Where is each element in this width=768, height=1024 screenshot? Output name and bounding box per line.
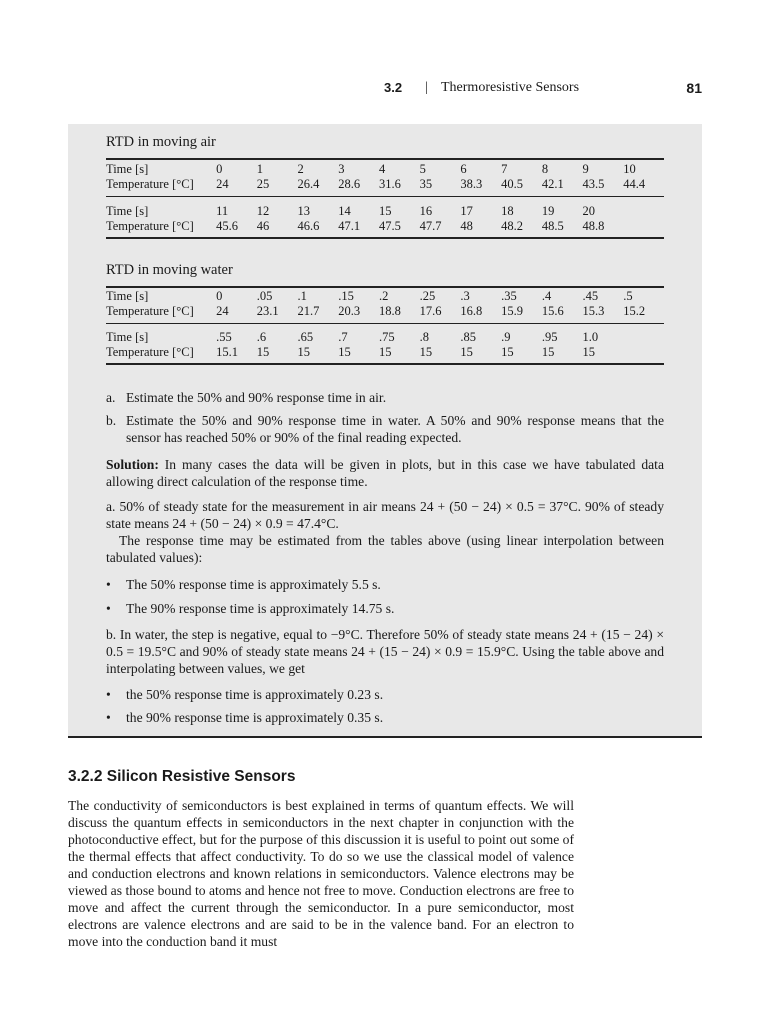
- table-cell: .05: [256, 289, 273, 303]
- table-cell: 10: [623, 162, 636, 176]
- row-label: Time [s]: [106, 289, 149, 303]
- table-cell: 25: [256, 177, 270, 191]
- table-cell: 2: [297, 162, 304, 176]
- table-cell: .4: [541, 289, 552, 303]
- row-label: Temperature [°C]: [106, 304, 194, 318]
- table-cell: 0: [216, 162, 223, 176]
- table-cell: 1: [256, 162, 264, 176]
- question-a-label: a.: [106, 390, 116, 405]
- table-cell: [623, 345, 664, 360]
- table-cell: 6: [460, 162, 467, 176]
- table-cell: 44.4: [623, 177, 646, 191]
- air-table-block-2: [106, 204, 664, 234]
- section-heading: 3.2.2 Silicon Resistive Sensors: [68, 768, 296, 785]
- table-cell: 24: [216, 304, 229, 318]
- table-cell: .75: [378, 330, 395, 344]
- water-table-top-rule: [106, 286, 664, 288]
- solution-label: Solution:: [106, 457, 159, 472]
- table-cell: 42.1: [541, 177, 564, 191]
- table-cell: 15: [501, 345, 514, 359]
- table-cell: 31.6: [378, 177, 401, 191]
- table-cell: 18: [501, 204, 514, 218]
- running-header: [0, 80, 768, 100]
- table-cell: 15: [338, 345, 351, 359]
- table-cell: 15.6: [541, 304, 564, 318]
- water-table-mid-rule: [106, 323, 664, 324]
- section-body-paragraph: The conductivity of semiconductors is best explained in terms of quantum effects. We will discuss the quantum effects in semiconductors in the next chapter in conjunction with the photoconductive effect, but for the purpose of this discussion it is useful to point out some of the thermal effects that affect conductivity. To do so we use the classical model of valence and conduction electrons and known relations in semiconductors. Valence electrons may be viewed as those bound to atoms and hence not free to move. Conduction electrons are free to move and affect the current through the semiconductor. In a pure semiconductor, most electrons are valence electrons and are said to be in the valence band. For an electron to move into the conduction band it must: [68, 798, 574, 949]
- table-cell: 4: [378, 162, 386, 176]
- table-cell: 11: [216, 204, 229, 218]
- table-cell: 17.6: [419, 304, 442, 318]
- table-cell: 13: [297, 204, 311, 218]
- table-cell: .95: [541, 330, 558, 344]
- table-cell: 7: [501, 162, 508, 176]
- air-table-top-rule: [106, 158, 664, 160]
- part-a-bullet-1: The 50% response time is approximately 5.5 s.: [126, 577, 381, 592]
- table-cell: 47.5: [378, 219, 401, 233]
- table-cell: .1: [297, 289, 307, 303]
- table-cell: 15: [419, 345, 433, 359]
- table-cell: 1.0: [582, 330, 599, 344]
- table-cell: 47.1: [338, 219, 361, 233]
- table-cell: 15: [378, 345, 392, 359]
- table-cell: 15.1: [216, 345, 238, 359]
- table-cell: .8: [419, 330, 430, 344]
- table-cell: .85: [460, 330, 477, 344]
- table-cell: 15.2: [623, 304, 646, 318]
- table-cell: 35: [419, 177, 433, 191]
- bullet-glyph: •: [106, 577, 111, 592]
- table-cell: 15: [256, 345, 270, 359]
- part-b-bullet-2: the 90% response time is approximately 0.35 s.: [126, 710, 384, 725]
- table-row: [106, 304, 664, 319]
- table-row: [106, 330, 664, 345]
- table-row: [106, 219, 664, 234]
- table-cell: 23.1: [256, 304, 279, 318]
- air-table-caption: RTD in moving air: [106, 134, 216, 150]
- table-cell: 0: [216, 289, 223, 303]
- part-a-bullet-2: The 90% response time is approximately 14.75 s.: [126, 601, 395, 616]
- table-cell: 8: [541, 162, 549, 176]
- table-cell: 43.5: [582, 177, 605, 191]
- row-label: Time [s]: [106, 162, 149, 176]
- table-cell: 9: [582, 162, 589, 176]
- air-table-mid-rule: [106, 196, 664, 197]
- table-cell: 46.6: [297, 219, 320, 233]
- water-table-block-1: [106, 289, 664, 319]
- part-a-text: a. 50% of steady state for the measurement in air means 24 + (50 − 24) × 0.5 = 37°C. 90% of steady state means 24 + (50 − 24) × 0.9 = 47.4°C.: [106, 499, 664, 531]
- table-row: [106, 289, 664, 304]
- water-table-block-2: [106, 330, 664, 360]
- part-a-followup: The response time may be estimated from the tables above (using linear interpolation between tabulated values):: [106, 533, 664, 565]
- table-cell: 20: [582, 204, 596, 218]
- table-cell: 20.3: [338, 304, 361, 318]
- part-b-text: b. In water, the step is negative, equal to −9°C. Therefore 50% of steady state means 24 + (15 − 24) × 0.5 = 19.5°C and 90% of steady state means 24 + (15 − 24) × 0.9 = 15.9°C. Using the table above and interpolating between values, we get: [106, 627, 664, 676]
- table-cell: [623, 330, 664, 345]
- header-section-title: Thermoresistive Sensors: [441, 80, 580, 95]
- table-cell: 46: [256, 219, 270, 233]
- table-cell: 3: [338, 162, 345, 176]
- table-cell: 38.3: [460, 177, 483, 191]
- table-cell: 12: [256, 204, 270, 218]
- table-cell: 21.7: [297, 304, 320, 318]
- header-section-number: 3.2: [384, 80, 403, 95]
- air-table-bottom-rule: [106, 237, 664, 239]
- table-cell: 40.5: [501, 177, 523, 191]
- table-cell: 26.4: [297, 177, 320, 191]
- table-cell: 24: [216, 177, 229, 191]
- row-label: Temperature [°C]: [106, 177, 194, 191]
- table-cell: .65: [297, 330, 314, 344]
- table-cell: .5: [623, 289, 633, 303]
- table-row: [106, 162, 664, 177]
- question-b-text: Estimate the 50% and 90% response time in water. A 50% and 90% response means that the sensor has reached 50% or 90% of the final reading expected.: [126, 413, 664, 445]
- bullet-glyph: •: [106, 710, 111, 725]
- row-label: Time [s]: [106, 204, 149, 218]
- header-separator: |: [425, 80, 428, 95]
- table-cell: 15.9: [501, 304, 523, 318]
- table-cell: .55: [216, 330, 232, 344]
- bullet-glyph: •: [106, 601, 111, 616]
- table-cell: .7: [338, 330, 348, 344]
- table-cell: .9: [501, 330, 511, 344]
- table-cell: 16: [419, 204, 433, 218]
- table-cell: 15.3: [582, 304, 605, 318]
- table-cell: .2: [378, 289, 389, 303]
- table-cell: .25: [419, 289, 436, 303]
- table-cell: 15: [460, 345, 473, 359]
- table-cell: 48.2: [501, 219, 523, 233]
- table-cell: 15: [297, 345, 311, 359]
- table-row: [106, 177, 664, 192]
- row-label: Time [s]: [106, 330, 149, 344]
- table-cell: 15: [541, 345, 555, 359]
- table-cell: .6: [256, 330, 267, 344]
- table-cell: [623, 204, 664, 219]
- air-table-block-1: [106, 162, 664, 192]
- table-cell: 45.6: [216, 219, 238, 233]
- table-cell: 19: [541, 204, 555, 218]
- question-a-text: Estimate the 50% and 90% response time in air.: [126, 390, 387, 405]
- page-number: 81: [686, 80, 702, 96]
- table-cell: 5: [419, 162, 426, 176]
- table-cell: 15: [582, 345, 596, 359]
- question-b-label: b.: [106, 413, 117, 428]
- table-cell: 48.5: [541, 219, 564, 233]
- row-label: Temperature [°C]: [106, 345, 194, 359]
- row-label: Temperature [°C]: [106, 219, 194, 233]
- table-cell: [623, 219, 664, 234]
- bullet-glyph: •: [106, 687, 111, 702]
- table-cell: 15: [378, 204, 392, 218]
- table-cell: 17: [460, 204, 473, 218]
- water-table-caption: RTD in moving water: [106, 262, 233, 278]
- table-row: [106, 345, 664, 360]
- table-cell: .35: [501, 289, 517, 303]
- table-cell: 16.8: [460, 304, 483, 318]
- table-cell: 14: [338, 204, 351, 218]
- table-cell: 28.6: [338, 177, 361, 191]
- table-cell: 47.7: [419, 219, 442, 233]
- table-cell: .15: [338, 289, 354, 303]
- solution-intro-text: In many cases the data will be given in plots, but in this case we have tabulated data allowing direct calculation of the response time.: [106, 457, 664, 489]
- table-row: [106, 204, 664, 219]
- table-cell: 48: [460, 219, 473, 233]
- table-cell: 48.8: [582, 219, 605, 233]
- table-cell: .3: [460, 289, 470, 303]
- solution-intro: [106, 456, 664, 490]
- table-cell: .45: [582, 289, 599, 303]
- table-cell: 18.8: [378, 304, 401, 318]
- part-b-bullet-1: the 50% response time is approximately 0.23 s.: [126, 687, 384, 702]
- water-table-bottom-rule: [106, 363, 664, 365]
